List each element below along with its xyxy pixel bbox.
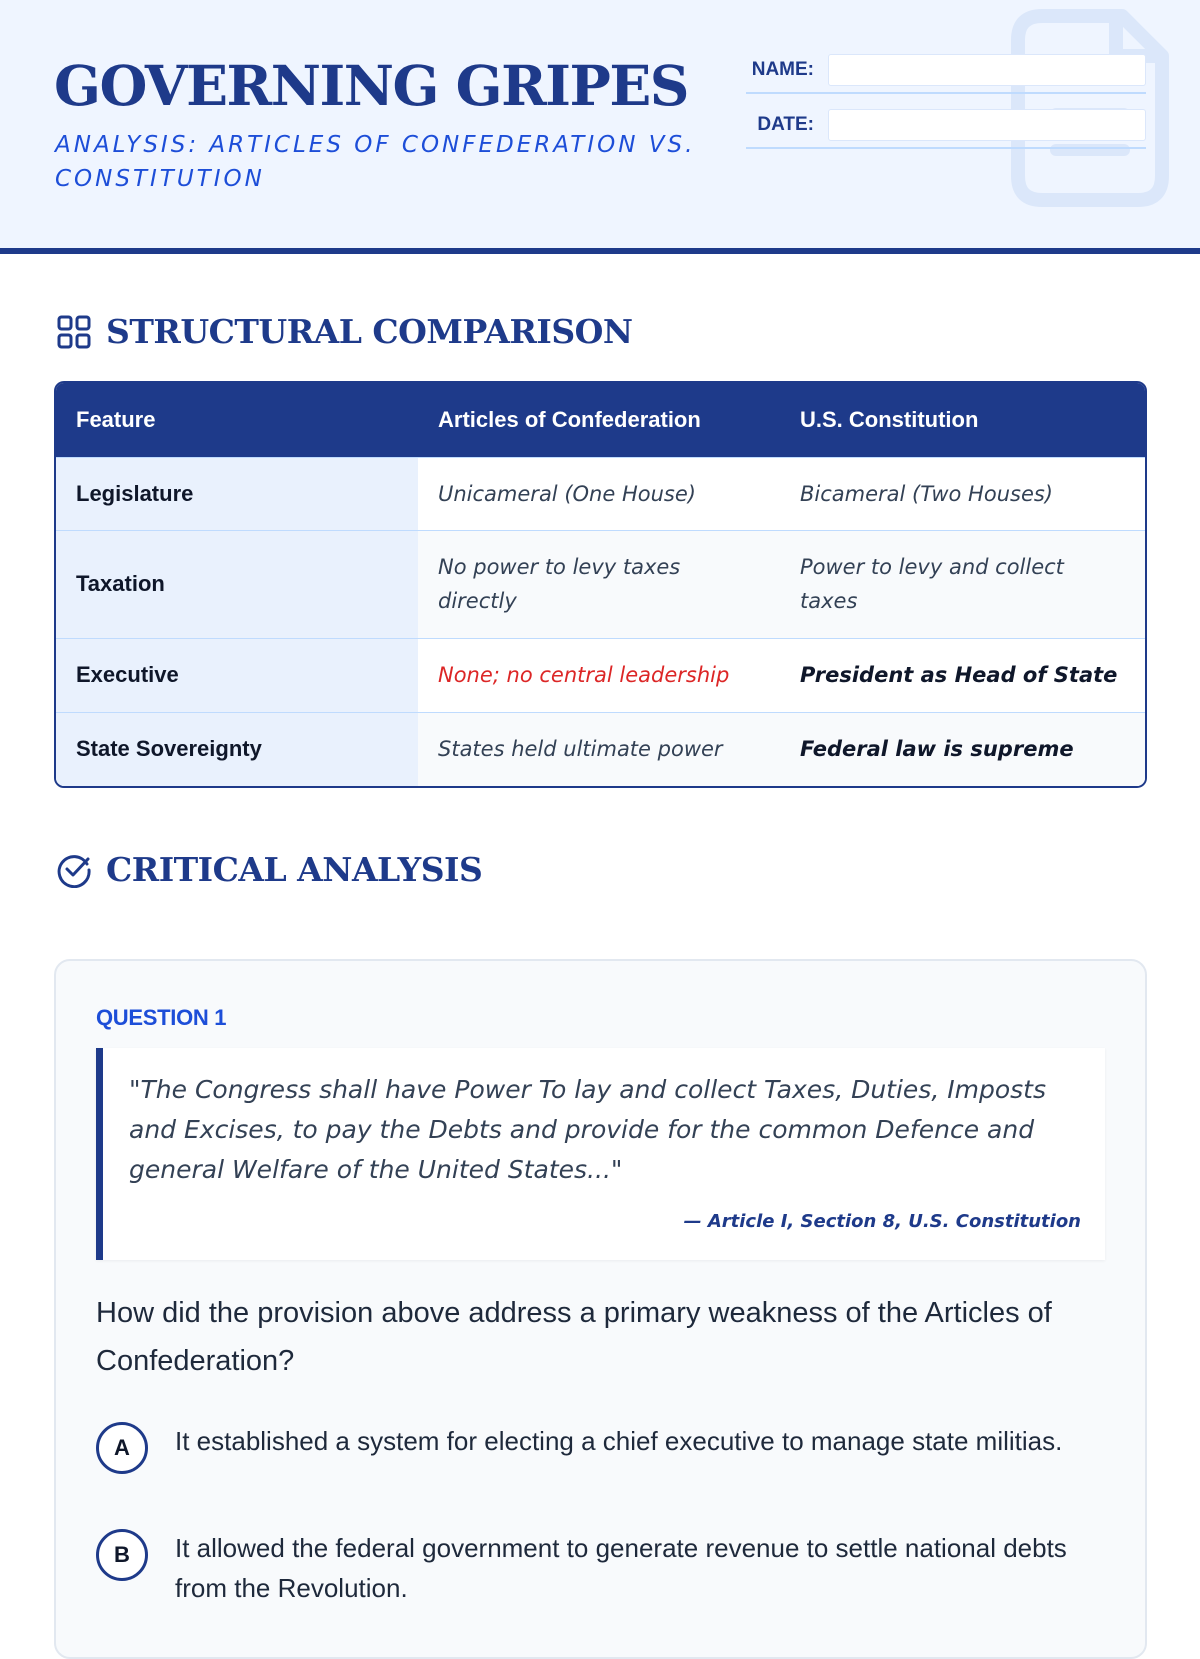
date-input[interactable]	[828, 109, 1146, 141]
check-circle-icon	[56, 852, 92, 888]
quote-text: "The Congress shall have Power To lay and collect Taxes, Duties, Imposts and Excises, to pay the Debts and provide for the common Defence and general Welfare of the United States..."	[129, 1075, 1046, 1184]
date-label: DATE:	[757, 114, 814, 135]
feature-cell: State Sovereignty	[56, 712, 418, 786]
page-title: GOVERNING GRIPES	[54, 53, 689, 118]
column-header-constitution: U.S. Constitution	[780, 383, 1145, 457]
answer-option-b[interactable]	[96, 1528, 1106, 1608]
constitution-cell: President as Head of State	[780, 638, 1145, 712]
question-prompt: How did the provision above address a primary weakness of the Articles of Confederation?	[96, 1297, 1052, 1377]
quote-citation: — Article I, Section 8, U.S. Constitution	[683, 1211, 1081, 1232]
articles-cell: States held ultimate power	[418, 712, 780, 786]
column-header-feature: Feature	[56, 383, 418, 457]
column-header-articles: Articles of Confederation	[418, 383, 780, 457]
grid-icon	[56, 314, 92, 350]
articles-cell: None; no central leadership	[418, 638, 780, 712]
table-row	[56, 530, 1145, 638]
page-subtitle: ANALYSIS: ARTICLES OF CONFEDERATION VS. CONSTITUTION	[55, 132, 696, 192]
articles-cell: No power to levy taxes directly	[418, 530, 780, 638]
structural-comparison-heading	[56, 312, 633, 351]
section-title: STRUCTURAL COMPARISON	[106, 312, 633, 351]
option-text: It established a system for electing a chief executive to manage state militias.	[175, 1426, 1063, 1456]
question-card	[54, 959, 1147, 1659]
articles-cell: Unicameral (One House)	[418, 457, 780, 530]
feature-cell: Executive	[56, 638, 418, 712]
feature-cell: Taxation	[56, 530, 418, 638]
option-letter-circle[interactable]: A	[96, 1422, 148, 1474]
name-input[interactable]	[828, 54, 1146, 86]
answer-option-a[interactable]	[96, 1421, 1106, 1474]
table-row	[56, 638, 1145, 712]
table-row	[56, 457, 1145, 530]
feature-cell: Legislature	[56, 457, 418, 530]
section-title: CRITICAL ANALYSIS	[106, 850, 483, 889]
critical-analysis-heading	[56, 850, 482, 889]
option-letter-circle[interactable]: B	[96, 1529, 148, 1581]
table-row	[56, 712, 1145, 786]
constitution-cell: Power to levy and collect taxes	[780, 530, 1145, 638]
name-field-row	[746, 52, 1146, 94]
source-quote	[96, 1048, 1105, 1260]
worksheet-header	[0, 0, 1200, 254]
option-text: It allowed the federal government to generate revenue to settle national debts from the Revolution.	[175, 1533, 1067, 1603]
comparison-table	[54, 381, 1147, 788]
constitution-cell: Federal law is supreme	[780, 712, 1145, 786]
date-field-row	[746, 107, 1146, 149]
table-header-row	[56, 383, 1145, 457]
name-label: NAME:	[751, 59, 814, 80]
constitution-cell: Bicameral (Two Houses)	[780, 457, 1145, 530]
question-label: QUESTION 1	[96, 1005, 227, 1030]
